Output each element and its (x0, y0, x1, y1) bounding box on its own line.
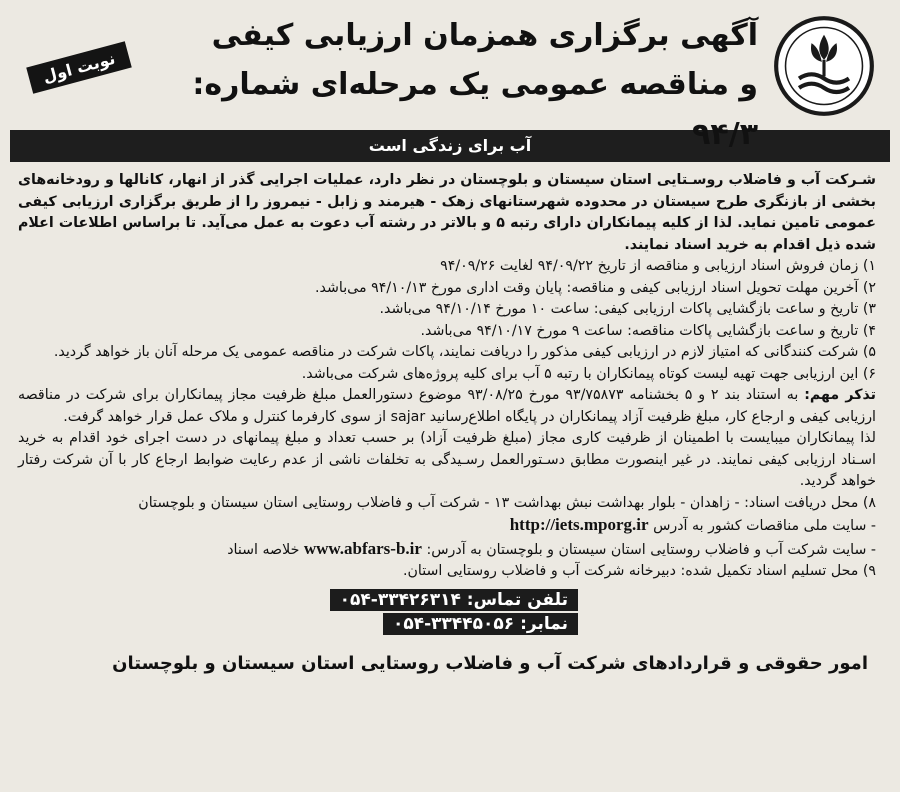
intro-paragraph: شـرکت آب و فاضلاب روسـتایی استان سیستان و بلوچستان در نظر دارد، عملیات اجرایی گذر از انهار، کانالها و رودخانه‌های بخشی از بازنگری طرح سیستان در محدوده شهرستانهای زهک - هیرمند و زابل - نیمروز را از طریق برگزاری ارزیابی کیفی عمومی تامین نماید. لذا از کلیه پیمانکاران دارای رتبه ۵ و بالاتر در رشته آب دعوت به عمل می‌آید. تا براساس اطلاعات اعلام شده ذیل اقدام به خرید اسناد نمایند. (18, 172, 876, 253)
note-label: تذکر مهم: (804, 387, 877, 403)
fax-box: نمابر: ۳۳۴۴۵۰۵۶-۰۵۴ (383, 613, 578, 635)
ad-title (138, 12, 758, 160)
contact-block (10, 583, 890, 635)
item-4: ۴) تاریخ و ساعت بازگشایی پاکات مناقصه: ساعت ۹ مورخ ۹۴/۱۰/۱۷ می‌باشد. (420, 322, 876, 339)
site-2-suffix: خلاصه اسناد (227, 541, 300, 558)
item-8-site-1 (18, 514, 876, 538)
site-2-label: - سایت شرکت آب و فاضلاب روستایی استان سیستان و بلوچستان به آدرس: (426, 541, 876, 558)
note-text-2: لذا پیمانکاران میبایست با اطمینان از ظرفیت کاری مجاز (مبلغ ظرفیت آزاد) بر حسب تعداد و مبلغ پیمانهای در دست اجرای خود اقدام به خرید اسـناد ارزیابی کیفی نمایند. در غیر اینصورت مطابق دسـتورالعمل رسـیدگی به تخلفات ناشی از عدم رعایت ضوابط ارجاع کار با آن شرکت رفتار خواهد گردید. (18, 430, 876, 489)
item-8: ۸) محل دریافت اسناد: - زاهدان - بلوار بهداشت نبش بهداشت ۱۳ - شرکت آب و فاضلاب روستایی استان سیستان و بلوچستان (138, 494, 876, 511)
item-5: ۵) شرکت کنندگانی که امتیاز لازم در ارزیابی کیفی مذکور را دریافت نمایند، پاکات شرکت در مناقصه عمومی یک مرحله آنان باز خواهد گردید. (53, 344, 876, 360)
item-6: ۶) این ارزیابی جهت تهیه لیست کوتاه پیمانکاران با رتبه ۵ آب برای کلیه پروژه‌های شرکت می‌باشد. (301, 365, 876, 382)
iets-link[interactable]: http://iets.mporg.ir (509, 515, 649, 534)
company-logo-icon (772, 14, 876, 118)
slogan-banner: آب برای زندگی است (10, 130, 890, 162)
title-line-1: آگهی برگزاری همزمان ارزیابی کیفی (211, 18, 758, 53)
item-2: ۲) آخرین مهلت تحویل اسناد ارزیابی کیفی و مناقصه: پایان وقت اداری مورخ ۹۴/۱۰/۱۳ می‌باشد. (315, 279, 876, 296)
note-text-1: به استناد بند ۲ و ۵ بخشنامه ۹۳/۷۵۸۷۳ مورخ ۹۳/۰۸/۲۵ موضوع دستورالعمل مبلغ ظرفیت مجاز پیمانکاران برای شرکت در مناقصه ارزیابی کیفی و ارجاع کار، مبلغ ظرفیت آزاد پیمانکاران در پایگاه اطلاع‌رسانید sajar از سوی کارفرما کنترل و ملاک عمل قرار خواهد گرفت. (18, 387, 876, 425)
item-9: ۹) محل تسلیم اسناد تکمیل شده: دبیرخانه شرکت آب و فاضلاب روستایی استان. (403, 563, 876, 579)
abfars-link[interactable]: www.abfars-b.ir (303, 538, 422, 558)
item-8-site-2 (18, 538, 876, 562)
first-print-badge: نوبت اول (26, 41, 131, 93)
ad-body (10, 162, 890, 583)
item-1: ۱) زمان فروش اسناد ارزیابی و مناقصه از تاریخ ۹۴/۰۹/۲۲ لغایت ۹۴/۰۹/۲۶ (440, 258, 876, 274)
issuer-footer: امور حقوقی و قراردادهای شرکت آب و فاضلاب روستایی استان سیستان و بلوچستان (112, 652, 868, 674)
item-3: ۳) تاریخ و ساعت بازگشایی پاکات ارزیابی کیفی: ساعت ۱۰ مورخ ۹۴/۱۰/۱۴ می‌باشد. (379, 301, 876, 317)
phone-box: تلفن تماس: ۳۳۴۲۶۳۱۴-۰۵۴ (330, 589, 578, 611)
important-note (18, 385, 876, 428)
site-1-label: - سایت ملی مناقصات کشور به آدرس (653, 518, 876, 534)
title-line-2: و مناقصه عمومی یک مرحله‌ای شماره: ۹۴/۳ (192, 67, 758, 152)
